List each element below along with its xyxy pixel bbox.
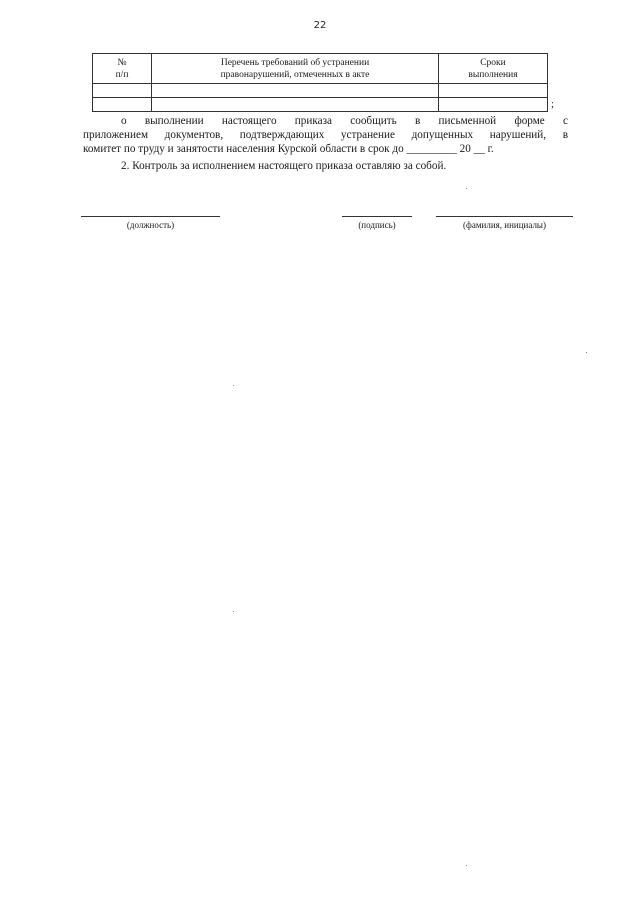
scan-speck: [233, 611, 234, 612]
table-row: [93, 98, 548, 112]
paragraph-report-line3: комитет по труду и занятости населения Курской области в срок до _________ 20 __ г.: [83, 143, 494, 155]
header-deadline-line2: выполнения: [468, 69, 518, 80]
signature-caption: (подпись): [358, 220, 396, 230]
paragraph-report-line2: приложением документов, подтверждающих устранение допущенных нарушений, в: [83, 129, 568, 141]
header-deadline-line1: Сроки: [480, 57, 506, 68]
header-deadline: [439, 54, 548, 84]
name-caption: (фамилия, инициалы): [463, 220, 546, 230]
table-suffix: ;: [551, 98, 555, 110]
table-header-row: [93, 54, 548, 84]
table-cell: [152, 84, 439, 98]
scan-speck: [586, 352, 587, 353]
table-cell: [152, 98, 439, 112]
header-requirements-line2: правонарушений, отмеченных в акте: [220, 69, 370, 80]
scan-speck: [466, 865, 467, 866]
table-cell: [439, 98, 548, 112]
page-number: 22: [313, 20, 327, 31]
table-cell: [93, 84, 152, 98]
scan-speck: [466, 188, 467, 189]
paragraph-report: [83, 114, 568, 156]
header-number: [93, 54, 152, 84]
name-line: [436, 216, 573, 217]
header-number-line2: п/п: [115, 69, 129, 80]
position-caption: (должность): [126, 220, 175, 230]
header-requirements: [152, 54, 439, 84]
position-line: [81, 216, 220, 217]
table-cell: [439, 84, 548, 98]
signature-line: [342, 216, 412, 217]
requirements-table: [92, 53, 548, 112]
header-requirements-line1: Перечень требований об устранении: [220, 57, 370, 68]
paragraph-control: 2. Контроль за исполнением настоящего приказа оставляю за собой.: [121, 160, 447, 172]
header-number-line1: №: [117, 57, 127, 68]
scan-speck: [233, 385, 234, 386]
table-cell: [93, 98, 152, 112]
paragraph-report-line1: о выполнении настоящего приказа сообщить в письменной форме с: [121, 115, 568, 127]
table-row: [93, 84, 548, 98]
